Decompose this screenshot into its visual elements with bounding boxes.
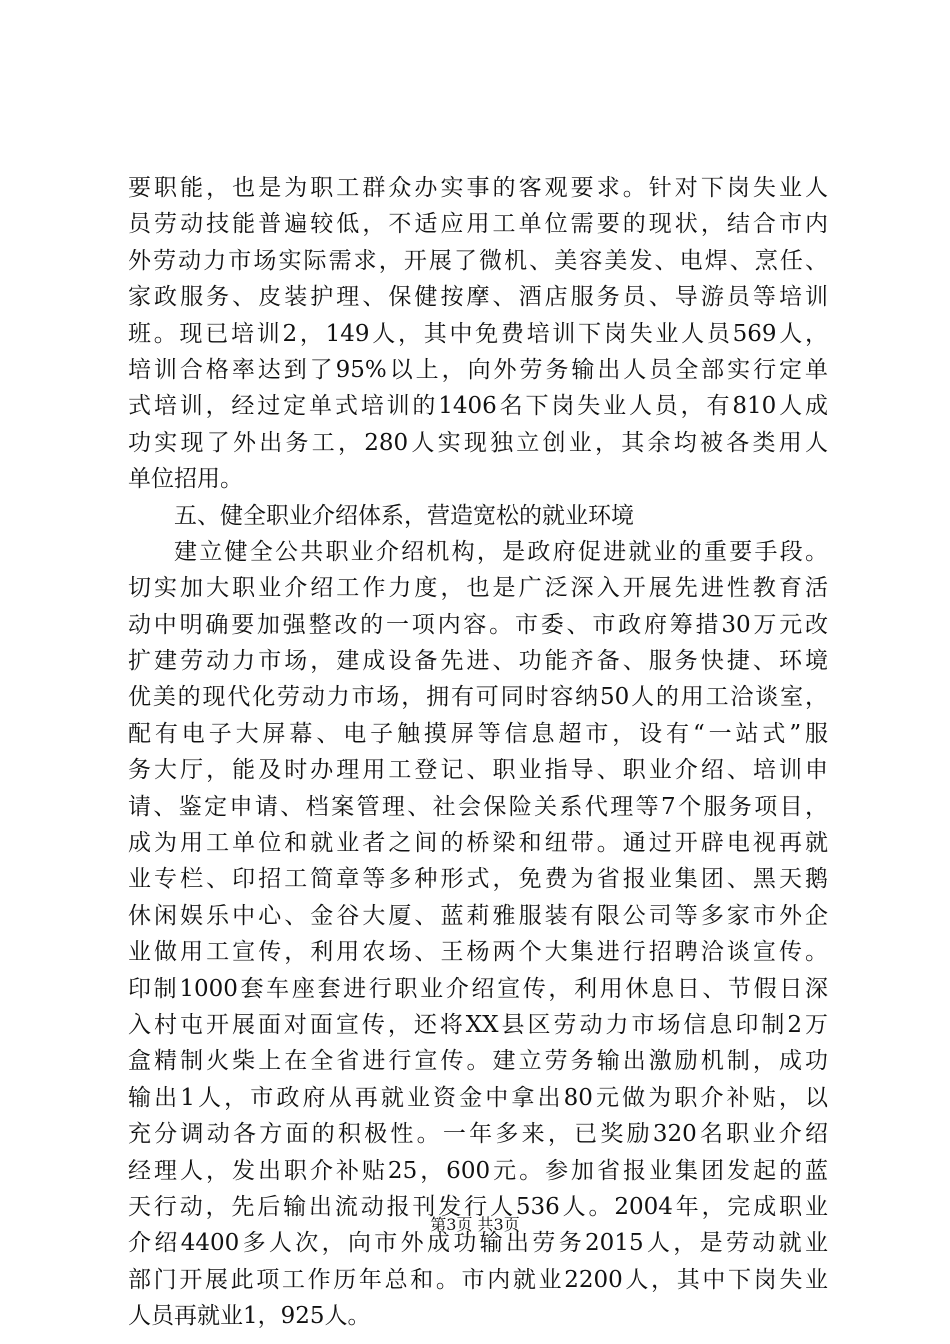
text-line: 天行动，先后输出流动报刊发行人536人。2004年，完成职业 (128, 1193, 828, 1220)
text-line: 输出1人，市政府从再就业资金中拿出80元做为职介补贴，以 (128, 1084, 828, 1111)
text-line: 盒精制火柴上在全省进行宣传。建立劳务输出激励机制，成功 (128, 1048, 828, 1075)
text-line: 介绍4400多人次，向市外成功输出劳务2015人，是劳动就业 (128, 1230, 828, 1257)
text-line: 休闲娱乐中心、金谷大厦、蓝莉雅服装有限公司等多家市外企 (128, 902, 828, 929)
text-line: 业做用工宣传，利用农场、王杨两个大集进行招聘洽谈宣传。 (128, 939, 828, 966)
text-line: 扩建劳动力市场，建成设备先进、功能齐备、服务快捷、环境 (128, 648, 828, 675)
text-line: 务大厅，能及时办理用工登记、职业指导、职业介绍、培训申 (128, 757, 828, 784)
section-heading: 五、健全职业介绍体系，营造宽松的就业环境 (174, 502, 634, 529)
text-line: 外劳动力市场实际需求，开展了微机、美容美发、电焊、烹任、 (128, 247, 828, 274)
text-line: 式培训，经过定单式培训的1406名下岗失业人员，有810人成 (128, 393, 828, 420)
text-line: 部门开展此项工作历年总和。市内就业2200人，其中下岗失业 (128, 1266, 828, 1293)
document-body (128, 170, 828, 1335)
text-line: 印制1000套车座套进行职业介绍宣传，利用休息日、节假日深 (128, 975, 828, 1002)
text-line: 业专栏、印招工简章等多种形式，免费为省报业集团、黑天鹅 (128, 866, 828, 893)
page-footer (0, 1215, 950, 1235)
text-line: 班。现已培训2，149人，其中免费培训下岗失业人员569人， (128, 320, 828, 347)
text-line: 请、鉴定申请、档案管理、社会保险关系代理等7个服务项目， (128, 793, 828, 820)
text-line: 建立健全公共职业介绍机构，是政府促进就业的重要手段。 (174, 538, 828, 565)
text-line: 切实加大职业介绍工作力度，也是广泛深入开展先进性教育活 (128, 575, 828, 602)
text-line: 动中明确要加强整改的一项内容。市委、市政府筹措30万元改 (128, 611, 828, 638)
text-line: 配有电子大屏幕、电子触摸屏等信息超市，设有“一站式”服 (128, 720, 828, 747)
text-line: 成为用工单位和就业者之间的桥梁和纽带。通过开辟电视再就 (128, 830, 828, 857)
text-line: 单位招用。 (128, 466, 243, 493)
text-line: 要职能，也是为职工群众办实事的客观要求。针对下岗失业人 (128, 175, 828, 201)
text-line: 培训合格率达到了95%以上，向外劳务输出人员全部实行定单 (128, 356, 828, 383)
text-line: 充分调动各方面的积极性。一年多来，已奖励320名职业介绍 (128, 1121, 828, 1148)
text-line: 经理人，发出职介补贴25，600元。参加省报业集团发起的蓝 (128, 1157, 828, 1184)
text-line: 入村屯开展面对面宣传，还将XX县区劳动力市场信息印制2万 (128, 1011, 828, 1038)
text-line: 员劳动技能普遍较低，不适应用工单位需要的现状，结合市内 (128, 211, 828, 238)
page-number: 第3页 共3页 (430, 1215, 520, 1234)
text-line: 功实现了外出务工，280人实现独立创业，其余均被各类用人 (128, 429, 828, 456)
text-line: 优美的现代化劳动力市场，拥有可同时容纳50人的用工洽谈室， (128, 684, 828, 711)
text-line: 家政服务、皮装护理、保健按摩、酒店服务员、导游员等培训 (128, 284, 828, 311)
text-line: 人员再就业1，925人。 (128, 1303, 371, 1330)
